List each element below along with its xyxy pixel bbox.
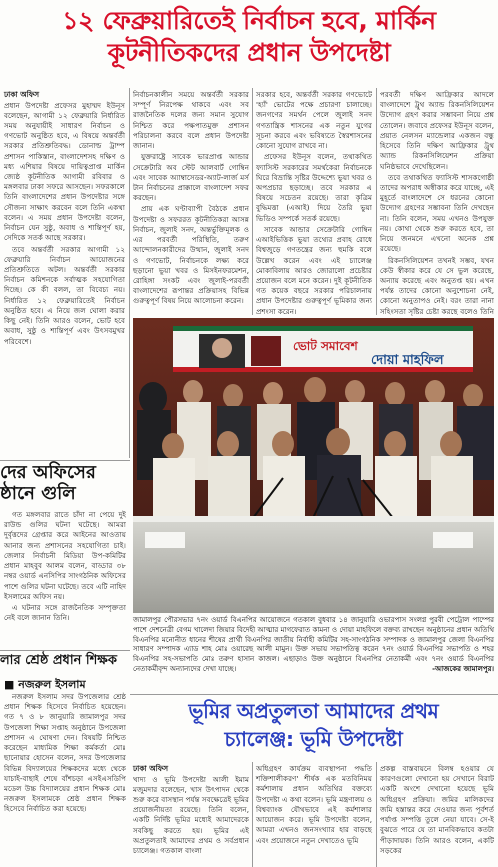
photo-caption-text: জামালপুর পৌরসভার ৭নং ওয়ার্ড বিএনপির আয়োজনে গতকাল বুধবার ১৪ জানুয়ারি ওভারপাস সংলগ্ন পুরবী পেট্রোল পাম্পের পাশে দেশনেত্রী বেগম খালেদা জিয়ার বিদেহী আত্মার মাগফেরাত কামনা ও দোয়া মাহফিলে বক্তব্য রাখছেন অনুষ্ঠানের প্রধান অতিথি বিএনপির মনোনীত ধানের শীষের প্রার্থী বিএনপির জাতীয় নির্বাহী কমিটির সহ-সাংগঠনিক সম্পাদক ও জামালপুর জেলা বিএনপির সাধারণ সম্পাদক এ্যাড শাহ মোঃ ওয়ারেছ আলী মামুন। উক্ত সভায় সভাপতিত্ব করেন ৭নং ওয়ার্ড বিএনপির সভাপতি ও শহর বিএনপির সহ-সভাপতি মোঃ তরুণ হাসান কাজল। এছাড়াও উক্ত অনুষ্ঠানে বিএনপির নেতাকর্মী এবং ৭নং ওয়ার্ড বিএনপির নেতাকর্মীবৃন্দ অন্যান্যদের দেখা যাচ্ছে। [133, 616, 494, 673]
main-story-paragraph: তবে তথাকথিত ফ্যাসিস্ট শাসকগোষ্ঠী তাদের অপরাধ অস্বীকার করে যাচ্ছে, এই মুহূর্তে বাংলাদেশে সে ধরনের কোনো উদ্যোগ গ্রহণের সম্ভাবনা তিনি দেখছেন না। তিনি বলেন, সময় এখনও উপযুক্ত নয়। কোথা থেকে শুরু করতে হবে, তা নিয়ে জনমনে এখনো অনেক প্রশ্ন রয়েছে। [380, 172, 494, 254]
main-headline [4, 6, 494, 67]
left-story1-headline-line2: ষ্ঠানে গুলি [0, 482, 76, 504]
left-story1-body [4, 510, 126, 648]
byline-bullet-icon: ■ [4, 678, 19, 691]
left-story2-byline-text: নজরুল ইসলাম [18, 678, 86, 691]
main-story-col1 [4, 90, 125, 460]
main-story-paragraph: সাবেক আন্ডার সেক্রেটারি গোম্বিন এআইভিত্তিক ভুয়া তথ্যের প্রবাহ রোধে বিশ্বজুড়ে গণতন্ত্রের জন্য হুমকি বলে উল্লেখ করেন এবং এই চ্যালেঞ্জ মোকাবিলায় আরও জোরালো প্রচেষ্টার প্রয়োজন বলে মনে করেন। দুই কূটনীতিক গত কয়েক বছরে সরকার পরিচালনায় প্রধান উপদেষ্টার গুরুত্বপূর্ণ ভূমিকার জন্য প্রশংসা করেন। [256, 224, 372, 316]
main-headline-line1: ১২ ফেব্রুয়ারিতেই নির্বাচন হবে, মার্কিন [62, 6, 436, 35]
main-story-paragraph: তবে অন্তর্বর্তী সরকার আগামী ১২ ফেব্রুয়ারি নির্বাচন আয়োজনের প্রতিশ্রুতিতে অটল। অন্তর্বর্তী সরকার নির্বাচন কমিশনকে সর্বাত্মক সহযোগিতা দিচ্ছে। কে কী বলল, তা বিবেচ্য নয়। নির্ধারিত ১২ ফেব্রুয়ারিতেই নির্বাচন অনুষ্ঠিত হবে। এ নিয়ে জল ঘোলা করার কিছু নেই। তিনি আরও বলেন, ভোট হবে অবাধ, সুষ্ঠু ও শান্তিপূর্ণ এবং উৎসবমুখর পরিবেশে। [4, 244, 125, 346]
bottom-headline-line2: চ্যালেঞ্জ: ভূমি উপদেষ্টা [224, 726, 403, 751]
main-headline-line2: কূটনীতিকদের প্রধান উপদেষ্টা [107, 37, 391, 67]
bottom-story-paragraph: প্রকল্প বাস্তবায়নে বিলম্ব হওয়ার যে কারণগুলো দেখানো হয় সেখানে বিরাট একটি অংশে দেখানো হয়েছে ভূমি অধিগ্রহণ প্রক্রিয়া। জমির মালিকদের জমি হস্তান্তর করে দেওয়ার জন্য পূর্বশর্ত পর্যাপ্ত সম্পত্তি তুলে নেয়া যাবে। সে-ই বুঝতে পারে যে তা মানবিকভাবে কতটা পীড়াদায়ক। তিনি আরও বলেন, একটি সড়কের [380, 764, 494, 855]
photo-credit: -আজকের জামালপুর। [432, 664, 494, 673]
left-story1-paragraph: গত মঙ্গলবার রাতে চাঁদা না পেয়ে দুই রাউন্ড গুলির ঘটনা ঘটেছে। আমরা দুর্বৃত্তদের গ্রেপ্তার করে আইনের আওতায় আনার জন্য প্রশাসনের সহযোগিতা চাই। জেলার নির্বাচনী মিডিয়া উপ-কমিটির প্রধান মাহবুব আলম বলেন, বাড্ডার ৩৮ নম্বর ওয়ার্ড এনসিপির সাংগঠনিক অফিসের পাশে গুলির ঘটনা ঘটেছে। তবে এটি নাহিদ ইসলামের অফিস নয়। [4, 510, 126, 601]
main-story-paragraph: নির্বাচনকালীন সময়ে অন্তর্বর্তী সরকার সম্পূর্ণ নিরপেক্ষ থাকবে এবং সব রাজনৈতিক দলের জন্য সমান সুযোগ নিশ্চিত করে পক্ষপাতমুক্ত প্রশাসন পরিচালনা করবে বলে প্রধান উপদেষ্টা জানান। [133, 90, 249, 151]
event-photo-image [133, 318, 494, 613]
main-story-paragraph: যুক্তরাষ্ট্রে সাবেক ভারপ্রাপ্ত আন্ডার সেক্রেটারি অব স্টেট আলবার্ট গোম্বিন এবং সাবেক অ্যাম্বাসেডর-অ্যাট-লার্জ মর্স টান নির্বাচনের প্রাক্কালে বাংলাদেশ সফর করছেন। [133, 152, 249, 203]
left-story1-paragraph: এ ঘটনার সঙ্গে রাজনৈতিক সম্পৃক্ততা নেই বলে জানান তিনি। [4, 602, 126, 623]
left-story2-headline-text: লার শ্রেষ্ঠ প্রধান শিক্ষক [0, 653, 117, 668]
bottom-story-col3 [380, 764, 494, 867]
main-story-col3 [256, 90, 372, 316]
bottom-story-paragraph: খাদ্য ও ভূমি উপদেষ্টা আলী ইমাম মজুমদার বলেছেন, খাস উৎপাদন থেকে শুরু করে বাসস্থান পর্যন্ত সবক্ষেত্রেই ভূমির প্রয়োজনীয়তা রয়েছে। তিনি বলেন, একটি নির্দিষ্ট ভূমির মধ্যেই আমাদেরকে সবকিছু করতে হয়। ভূমির এই অপ্রতুলতাই আমাদের প্রথম ও সর্বপ্রধান চ্যালেঞ্জ। গতকাল বাংলা [133, 774, 249, 856]
left-story2-paragraph: নজরুল ইসলাম সদর উপজেলার শ্রেষ্ঠ প্রধান শিক্ষক হিসেবে নির্বাচিত হয়েছেন। গত ৭ ও ৮ জানুয়ারি জামালপুর সদর উপজেলা শিক্ষা সপ্তাহ অনুষ্ঠানে উপজেলা প্রশাসন এ ঘোষণা দেন। বিষয়টি নিশ্চিত করেছেন মাধ্যমিক শিক্ষা কর্মকর্তা মোঃ ছানোয়ার হোসেন বলেন, সদর উপজেলার বিভিন্ন বিদ্যালয়ের শিক্ষকদের মধ্যে থেকে যাচাই-বাছাই শেষে বাঁশচড়া এসইএসডিপি মডেল উচ্চ বিদ্যালয়ের প্রধান শিক্ষক মোঃ নজরুল ইসলামকে শ্রেষ্ঠ প্রধান শিক্ষক হিসেবে নির্বাচিত করা হয়েছে। [4, 692, 126, 814]
left-story1-headline [0, 463, 128, 504]
bottom-story-col2 [256, 764, 372, 867]
bottom-story-col1 [133, 764, 249, 867]
bottom-headline [133, 700, 494, 751]
banner-text: ভোট সমাবেশ [293, 339, 358, 353]
main-story-paragraph: প্রফেসর ইউনূস বলেন, তথাকথিত ফ্যাসিস্ট সরকারের সমর্থকেরা নির্বাচনকে ঘিরে বিভ্রান্তি সৃষ্টির উদ্দেশ্যে ভুয়া খবর ও অপপ্রচার ছড়াচ্ছে। তবে সরকার এ বিষয়ে সচেতন রয়েছে। তারা কৃত্রিম বুদ্ধিমত্তা (এআই) দিয়ে তৈরি ভুয়া ভিডিও সম্পর্কে সতর্ক রয়েছে। [256, 152, 372, 223]
bottom-story-paragraph: অধিগ্রহণ কার্যক্রম ব্যবস্থাপনা পদ্ধতি শক্তিশালীকরণ' শীর্ষক এক মতবিনিময় কর্মশালায় প্রধান অতিথির বক্তব্যে উপদেষ্টা এ কথা বলেন। ভূমি মন্ত্রণালয় ও বিশ্বব্যাংক যৌথভাবে এই কর্মশালার আয়োজন করে। ভূমি উপদেষ্টা বলেন, আমরা এখনও জনসংখ্যার হার বাড়ছে এবং প্রয়োজনে নতুন দেখাতেও ভূমি [256, 764, 372, 845]
event-photo [133, 318, 494, 613]
main-story-paragraph: প্রধান উপদেষ্টা প্রফেসর মুহাম্মদ ইউনূস বলেছেন, আগামী ১২ ফেব্রুয়ারি নির্ধারিত সময় অনুযায়ীই সাধারণ নির্বাচন ও গণভোট অনুষ্ঠিত হবে, এ বিষয়ে অন্তর্বর্তী সরকার প্রতিশ্রুতিবদ্ধ। ডোনাল্ড ট্রাম্প প্রশাসন পাকিস্তান, বাংলাদেশসহ দক্ষিণ ও মধ্য এশিয়ার বিষয়ে দায়িত্বপ্রাপ্ত মার্কিন জ্যেষ্ঠ কূটনীতিক আগামী রবিবার ও মঙ্গলবার ঢাকা সফরে আসছেন। সফরকালে তিনি বাংলাদেশের প্রধান উপদেষ্টার সঙ্গে সৌজন্য সাক্ষাৎ করবেন বলে তিনি একথা বলেন। এ সময় প্রধান উপদেষ্টা বলেন, নির্বাচন যেন সুষ্ঠু, অবাধ ও শান্তিপূর্ণ হয়, সেদিকে সতর্ক আছে সরকার। [4, 100, 125, 243]
banner-text-2: দোয়া মাহফিল [371, 353, 444, 368]
main-story-col4 [380, 90, 494, 316]
main-story-dateline: ঢাকা অফিস [4, 90, 40, 99]
main-story-paragraph: প্রায় এক ঘণ্টাব্যাপী বৈঠকে প্রধান উপদেষ্টা ও সফররত কূটনীতিকরা আসন্ন নির্বাচন, জুলাই সনদ, অন্তর্ভুক্তিমূলক ও এর পরবর্তী পরিস্থিতি, তরুণ আন্দোলনকারীদের উত্থান, জুলাই সনদ ও গণভোট, নির্বাচনকে লক্ষ্য করে ছড়ানো ভুয়া খবর ও মিসইনফরমেশন, রোহিঙ্গা সংকট এবং জুলাই-পরবর্তী বাংলাদেশের রূপান্তর প্রক্রিয়াসহ বিভিন্ন গুরুত্বপূর্ণ বিষয় নিয়ে আলোচনা করেন। [133, 204, 249, 306]
main-story-col2 [133, 90, 249, 316]
bottom-headline-line1: ভূমির অপ্রতুলতা আমাদের প্রথম [188, 699, 439, 723]
left-story2-headline [0, 654, 128, 669]
main-story-paragraph: রিকনসিলিয়েশন তখনই সম্ভব, যখন কেউ স্বীকার করে যে সে ভুল করেছে, অন্যায় করেছে এবং অনুতপ্ত হয়। এখন পর্যন্ত তাদের কোনো অনুশোচনা নেই, কোনো অনুতাপও নেই। বরং তারা নানা সহিংসতা সৃষ্টির চেষ্টা করছে বলেও তিনি [380, 255, 494, 316]
main-story-paragraph: পরবর্তী দক্ষিণ আফ্রিকার আদলে বাংলাদেশে ট্রুথ অ্যান্ড রিকনসিলিয়েশন উদ্যোগ গ্রহণ করার সম্ভাবনা নিয়ে প্রশ্ন তোলেন। জবাবে প্রফেসর ইউনূস বলেন, প্রয়াত নেলসন ম্যান্ডেলার একজন বন্ধু হিসেবে তিনি দক্ষিণ আফ্রিকার ট্রুথ অ্যান্ড রিকনসিলিয়েশন প্রক্রিয়া ঘনিষ্ঠভাবে দেখেছিলেন। [380, 90, 494, 171]
main-story-paragraph: সরকার হবে, অন্তর্বর্তী সরকার গণভোটে 'হ্যাঁ' ভোটের পক্ষে প্রচারণা চালাচ্ছে। জনগণের সমর্থন পেলে জুলাই সনদ গণতান্ত্রিক শাসনের এক নতুন যুগের সূচনা করবে এবং ভবিষ্যতে স্বৈরশাসনের কোনো সুযোগ রাখবে না। [256, 90, 372, 151]
bottom-story-dateline: ঢাকা অফিস [133, 764, 169, 773]
photo-caption [133, 616, 494, 692]
left-story1-headline-line1: দের অফিসের [0, 462, 96, 483]
left-story2-body [4, 692, 126, 867]
